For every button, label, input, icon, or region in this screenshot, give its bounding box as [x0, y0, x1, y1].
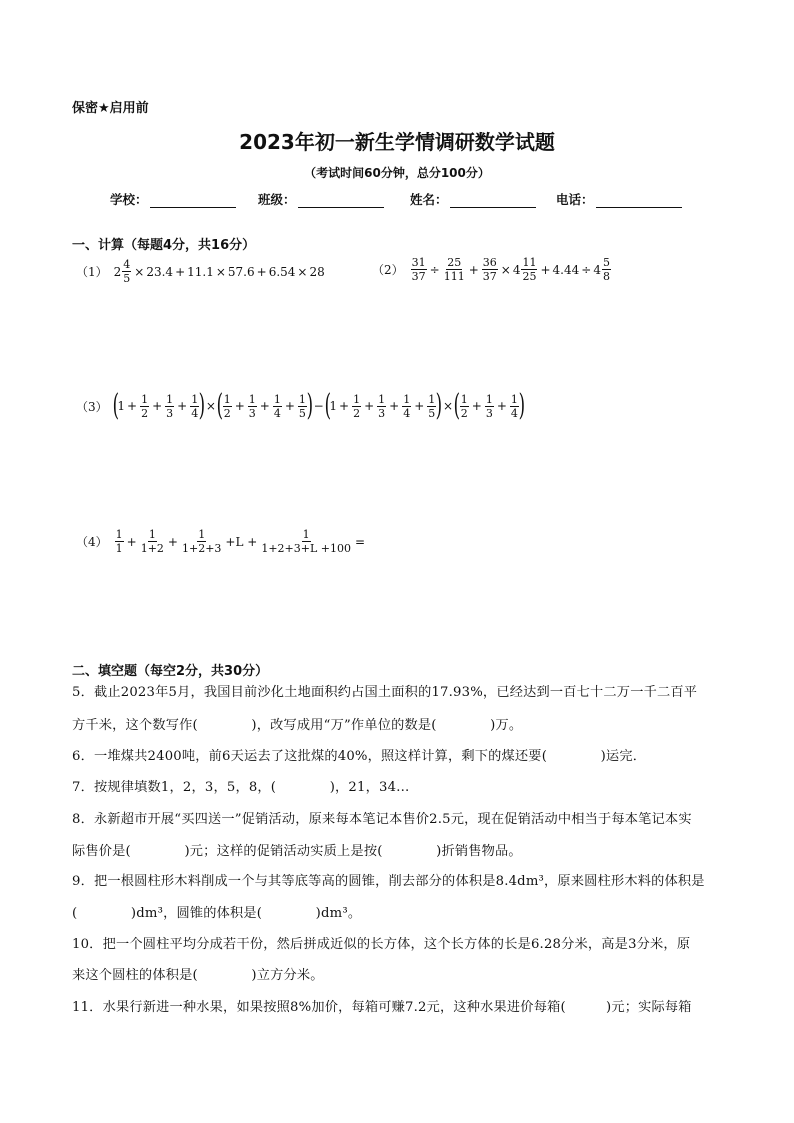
- school-blank[interactable]: [150, 195, 236, 208]
- page-title: 2023年初一新生学情调研数学试题: [239, 130, 555, 154]
- name-blank[interactable]: [450, 195, 536, 208]
- question-10-line-1: 10．把一个圆柱平均分成若干份，然后拼成近似的长方体，这个长方体的长是6.28分米，高是3分米，原: [72, 937, 691, 952]
- question-8-line-1: 8．永新超市开展“买四送一”促销活动，原来每本笔记本售价2.5元，现在促销活动中相当于每本笔记本实: [72, 812, 692, 827]
- q4-label: （4）: [76, 535, 108, 549]
- phone-blank[interactable]: [596, 195, 682, 208]
- class-blank[interactable]: [298, 195, 384, 208]
- name-field[interactable]: [410, 190, 536, 208]
- section-2-heading: 二、填空题（每空2分，共30分）: [72, 664, 269, 679]
- question-4: （4） $\frac{1}{1}$ + $\frac{1}{1+2}$ + $\frac{1}{1+2+3}$ +L + $\frac{1}{1+2+3+L +100}$ =: [76, 528, 366, 555]
- question-1: （1） 2 $\frac{4}{5}$ × 23.4 + 11.1 × 57.6 + 6.54 × 28: [76, 258, 325, 285]
- phone-label: 电话：: [556, 192, 594, 207]
- phone-field[interactable]: [556, 190, 682, 208]
- question-9-line-2: ( )dm³，圆锥的体积是( )dm³。: [72, 906, 362, 921]
- question-11: 11．水果行新进一种水果，如果按照8%加价，每箱可赚7.2元，这种水果进价每箱( )元；实际每箱: [72, 1000, 692, 1015]
- exam-subtitle: （考试时间60分钟，总分100分）: [304, 166, 490, 180]
- school-field[interactable]: [110, 190, 236, 208]
- question-10-line-2: 来这个圆柱的体积是( )立方分米。: [72, 968, 324, 983]
- question-6: 6．一堆煤共2400吨，前6天运去了这批煤的40%，照这样计算，剩下的煤还要( )运完．: [72, 749, 647, 764]
- confidential-mark: 保密★启用前: [72, 101, 149, 116]
- section-1-heading: 一、计算（每题4分，共16分）: [72, 238, 256, 253]
- q3-label: （3）: [76, 399, 108, 414]
- question-7: 7．按规律填数1，2，3，5，8，( )，21，34…: [72, 780, 410, 795]
- q2-label: （2）: [372, 263, 404, 277]
- class-label: 班级：: [258, 192, 296, 207]
- class-field[interactable]: [258, 190, 384, 208]
- question-5-line-2: 方千米，这个数写作( )，改写成用“万”作单位的数是( )万。: [72, 718, 523, 733]
- school-label: 学校：: [110, 192, 148, 207]
- question-9-line-1: 9．把一根圆柱形木料削成一个与其等底等高的圆锥，削去部分的体积是8.4dm³，原来圆柱形木料的体积是: [72, 874, 705, 889]
- name-label: 姓名：: [410, 192, 448, 207]
- question-5-line-1: 5．截止2023年5月，我国目前沙化土地面积约占国土面积的17.93%，已经达到一百七十二万一千二百平: [72, 685, 698, 700]
- q1-label: （1）: [76, 265, 108, 279]
- question-8-line-2: 际售价是( )元；这样的促销活动实质上是按( )折销售物品。: [72, 844, 522, 859]
- question-3: （3） ( 1 + $\frac{1}{2}$ + $\frac{1}{3}$ + $\frac{1}{4}$ ) × ( $\frac{1}{2}$ + $\frac{1}{3}$ + $\frac{1}{4}$ + $\frac{1}{5}$ ) − ( 1 + $\frac{1}{2}$ + $\frac{1}{3}$ + $\frac{1}{4}$ + $\frac{1}{5}$ ) × ( $\frac{1}{2}$ + $\frac{1}{3}$ + $\frac{1}{4}$ ): [76, 388, 525, 423]
- question-2: （2） $\frac{31}{37}$ ÷ $\frac{25}{111}$ + $\frac{36}{37}$ × 4 $\frac{11}{25}$ + 4.44 ÷ 4 $\frac{5}{8}$: [372, 256, 610, 283]
